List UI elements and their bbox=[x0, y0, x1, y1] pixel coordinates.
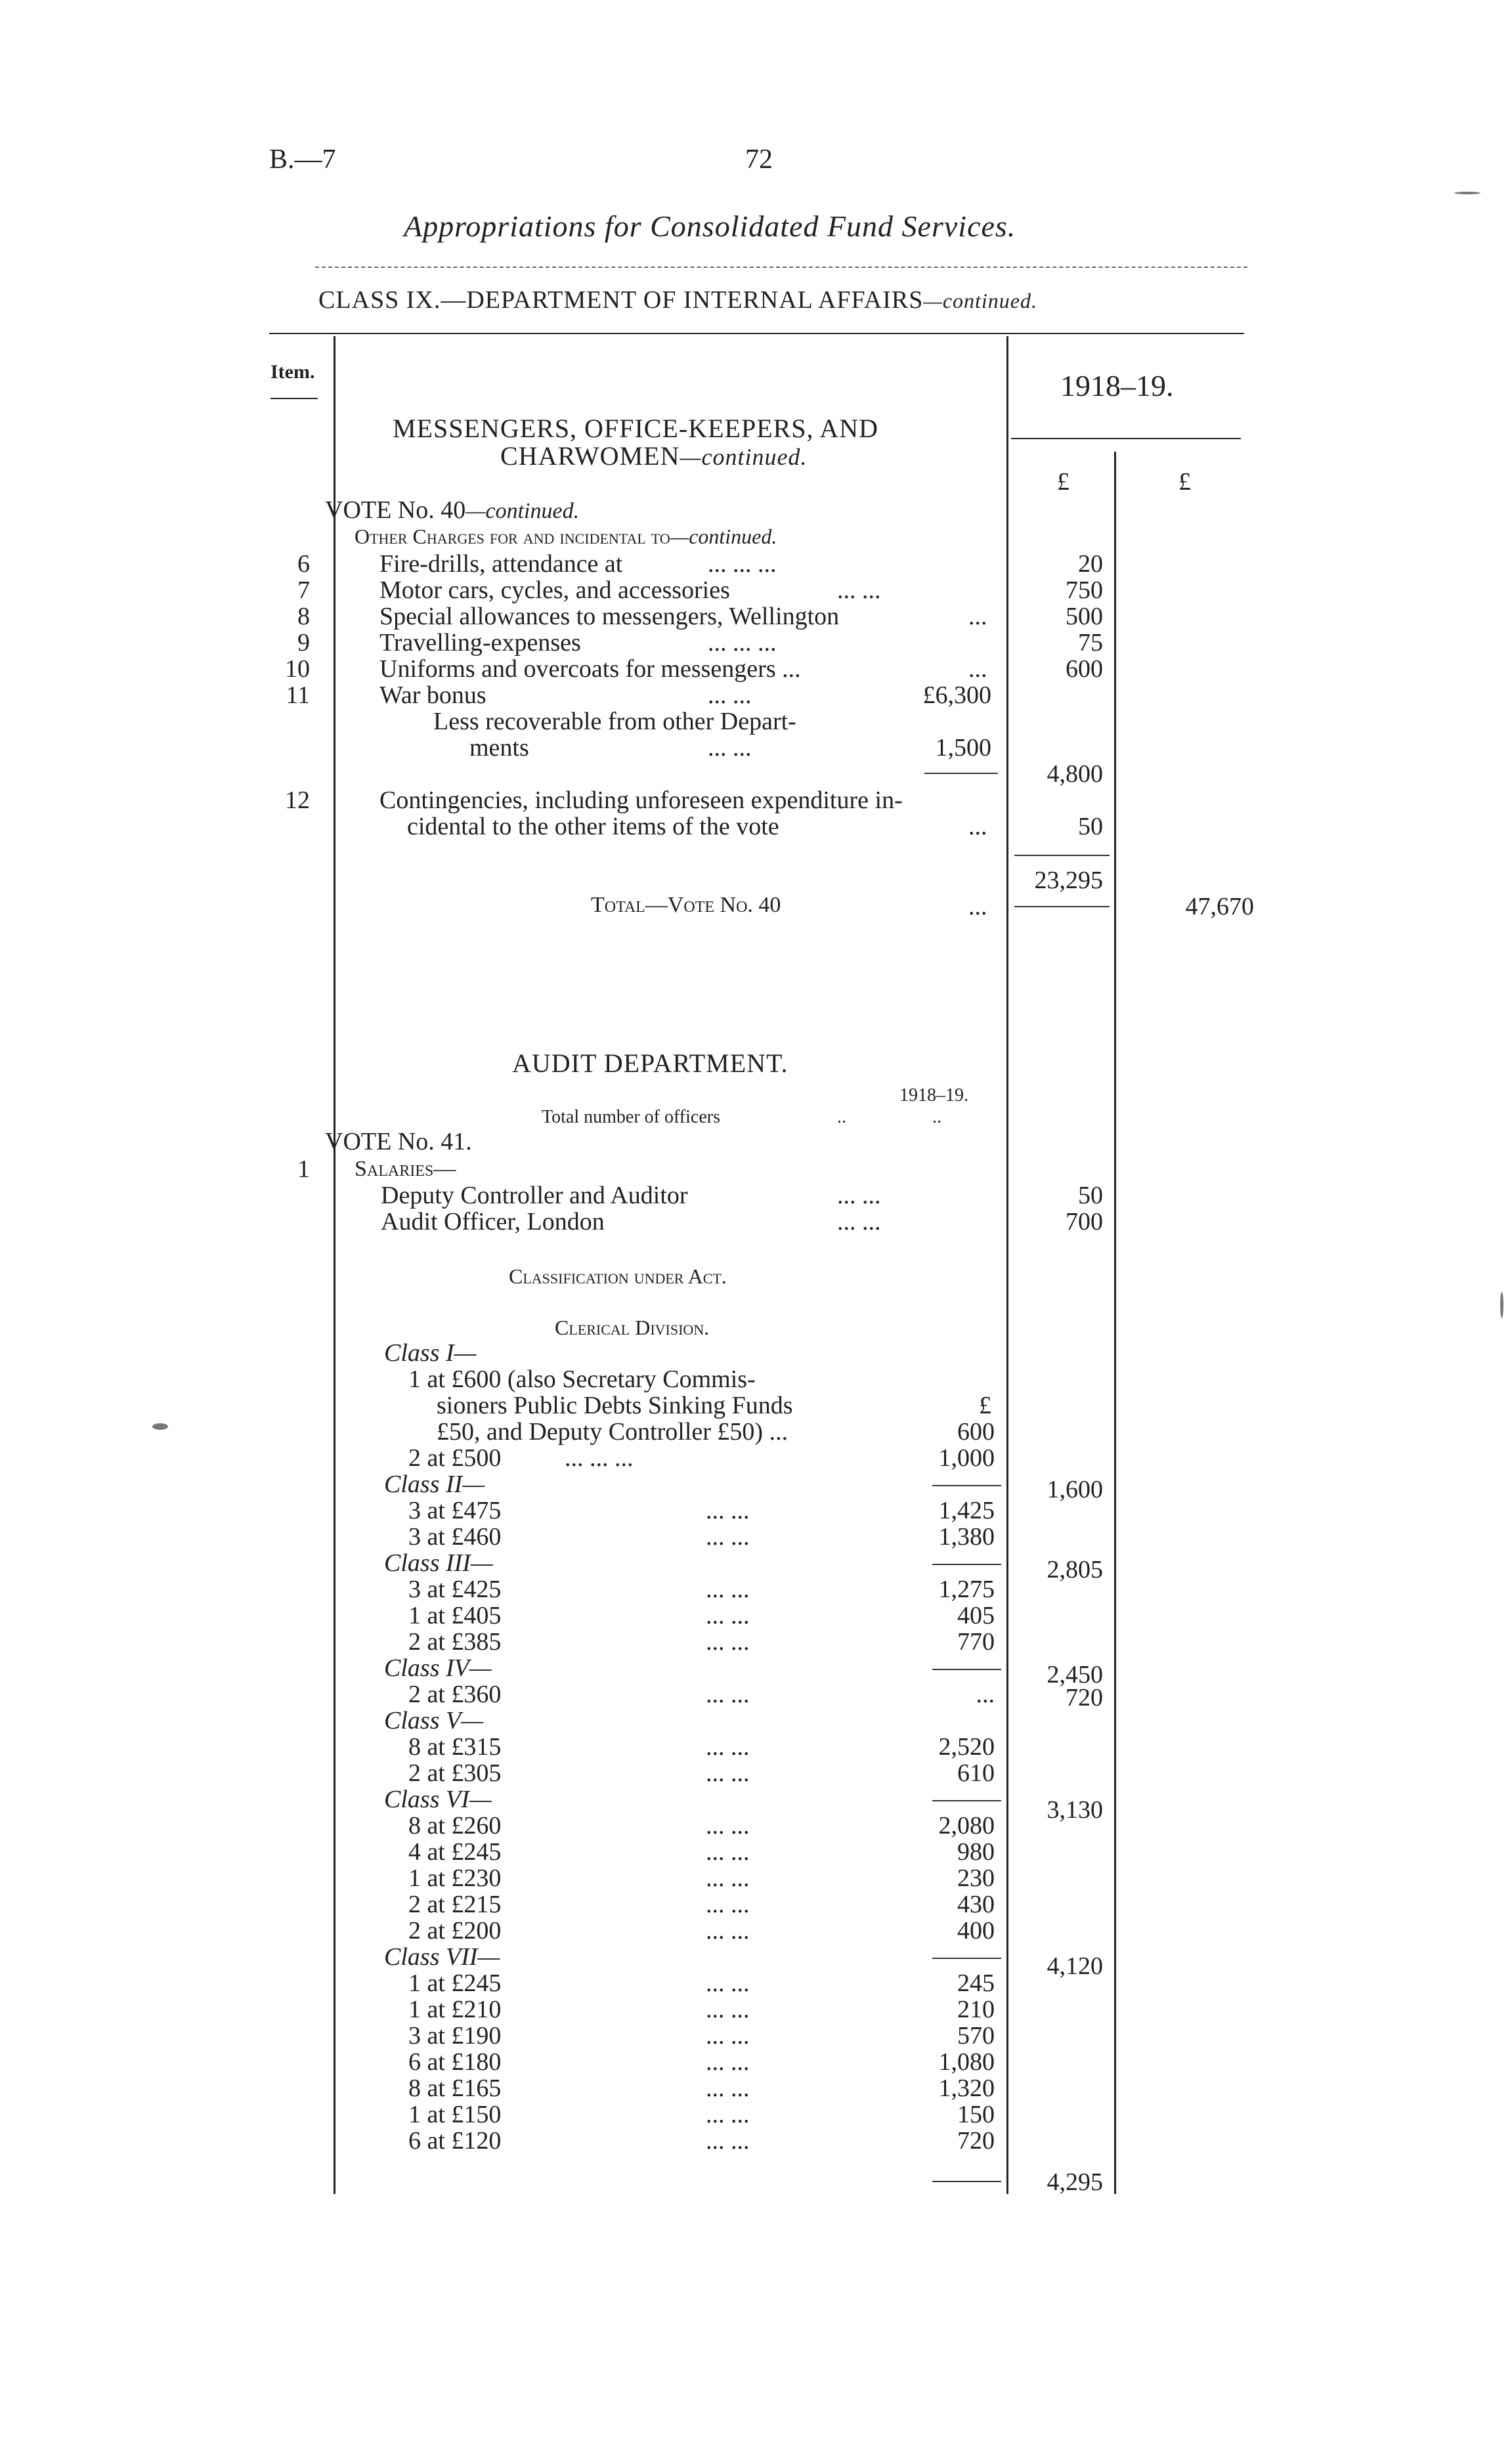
class-label: Class I— bbox=[384, 1339, 477, 1367]
item-number: 1 bbox=[297, 1155, 310, 1183]
vote-40-text: VOTE No. 40 bbox=[325, 496, 466, 524]
leader-dots: ... ... bbox=[706, 1759, 750, 1787]
class-row-amount: 2,520 bbox=[938, 1733, 995, 1761]
class-row-rate: 1 at £245 bbox=[408, 1969, 502, 1997]
subtotal-underline bbox=[1014, 906, 1110, 907]
vote-40-label bbox=[325, 498, 579, 523]
clerical-division-heading: Clerical Division. bbox=[555, 1316, 710, 1339]
class1-description-cont: sioners Public Debts Sinking Funds bbox=[437, 1392, 793, 1419]
leader-dots: ... ... bbox=[706, 2101, 750, 2128]
item-label: Motor cars, cycles, and accessories bbox=[379, 576, 730, 604]
class-row-rate: 8 at £260 bbox=[408, 1812, 502, 1839]
class-subtotal: 1,600 bbox=[1047, 1476, 1103, 1503]
item-number: 10 bbox=[285, 655, 310, 683]
class-subtotal: 2,805 bbox=[1047, 1556, 1103, 1583]
item-amount: 750 bbox=[1066, 576, 1103, 604]
class-row-amount: 1,275 bbox=[938, 1576, 995, 1603]
leader-dots: ... ... bbox=[706, 1523, 750, 1551]
class-row-amount: 1,080 bbox=[938, 2048, 995, 2076]
year-header-rule bbox=[1011, 438, 1241, 439]
war-bonus-rule bbox=[924, 773, 998, 774]
vote-40-continued: —continued. bbox=[465, 499, 580, 523]
class-label: Class III— bbox=[384, 1549, 493, 1577]
class-subtotal-rule bbox=[932, 1958, 1001, 1959]
leader-dots: ... ... bbox=[837, 1182, 881, 1209]
class-row-amount: 150 bbox=[957, 2101, 995, 2128]
less-recoverable-amount: 1,500 bbox=[935, 734, 991, 762]
class-row-rate: 8 at £315 bbox=[408, 1733, 502, 1761]
leader-dots: ... ... bbox=[706, 1812, 750, 1839]
vote-40-total: 47,670 bbox=[1185, 893, 1254, 920]
class-row-rate: 1 at £230 bbox=[408, 1864, 502, 1892]
leader-dots: .. bbox=[837, 1107, 846, 1127]
class1-description-cont: £50, and Deputy Controller £50) ... bbox=[437, 1418, 788, 1446]
class-heading bbox=[318, 288, 1037, 312]
messengers-heading-continued: —continued. bbox=[680, 444, 808, 470]
salary-amount: 50 bbox=[1078, 1182, 1103, 1209]
item-header-underline bbox=[270, 398, 318, 399]
leader-dots: ... ... bbox=[706, 1733, 750, 1761]
class-row-amount: 610 bbox=[957, 1759, 995, 1787]
leader-dots: ... ... bbox=[706, 1969, 750, 1997]
pound-sign-col2: £ bbox=[1178, 468, 1191, 496]
leader-dots: ... ... bbox=[706, 1602, 750, 1629]
class-row-amount: ... bbox=[976, 1681, 995, 1708]
vote-41-label: VOTE No. 41. bbox=[325, 1128, 472, 1155]
class-heading-text: CLASS IX.—DEPARTMENT OF INTERNAL AFFAIRS bbox=[318, 286, 924, 314]
item-number: 11 bbox=[286, 681, 310, 709]
class-subtotal-rule bbox=[932, 1800, 1001, 1801]
class-row-amount: 570 bbox=[957, 2022, 995, 2050]
leader-dots: ... ... bbox=[708, 681, 752, 709]
class-subtotal: 4,120 bbox=[1047, 1952, 1103, 1980]
salaries-heading: Salaries— bbox=[355, 1157, 456, 1181]
leader-dots: ... ... bbox=[706, 2127, 750, 2155]
class1-pound-sign: £ bbox=[979, 1392, 991, 1419]
class-row-rate: 3 at £190 bbox=[408, 2022, 502, 2050]
other-charges-heading bbox=[355, 526, 777, 547]
salary-label: Audit Officer, London bbox=[381, 1208, 605, 1236]
heading-rule bbox=[269, 333, 1244, 334]
amount-column-rule bbox=[1006, 336, 1008, 2194]
class-subtotal-rule bbox=[932, 2181, 1001, 2182]
war-bonus-net: 4,800 bbox=[1047, 760, 1103, 788]
leader-dots: ... ... bbox=[706, 1681, 750, 1708]
leader-dots: ... ... ... bbox=[708, 629, 777, 656]
other-charges-continued: —continued. bbox=[670, 525, 777, 548]
item-amount: 75 bbox=[1078, 629, 1103, 656]
class-row-amount: 600 bbox=[957, 1418, 995, 1446]
class-row-amount: 1,425 bbox=[938, 1497, 995, 1524]
class-subtotal-rule bbox=[932, 1564, 1001, 1565]
item-number: 12 bbox=[285, 786, 310, 814]
class-row-amount: 720 bbox=[957, 2127, 995, 2155]
class-row-amount: 210 bbox=[957, 1996, 995, 2023]
leader-dots: ... ... bbox=[706, 1838, 750, 1866]
leader-dots: ... ... bbox=[706, 1576, 750, 1603]
salary-amount: 700 bbox=[1066, 1208, 1103, 1236]
class-row-rate: 2 at £305 bbox=[408, 1759, 502, 1787]
class-row-rate: 3 at £475 bbox=[408, 1497, 502, 1524]
class-subtotal: 4,295 bbox=[1047, 2168, 1103, 2196]
leader-dots: ... ... bbox=[706, 1497, 750, 1524]
item-column-rule bbox=[334, 336, 335, 2194]
class-subtotal: 720 bbox=[1066, 1684, 1103, 1711]
war-bonus-label: War bonus bbox=[379, 681, 486, 709]
item-label: Special allowances to messengers, Wellington bbox=[379, 603, 840, 630]
class-row-amount: 1,320 bbox=[938, 2074, 995, 2102]
messengers-heading-line2 bbox=[500, 443, 807, 469]
class-row-amount: 2,080 bbox=[938, 1812, 995, 1839]
year-column-header: 1918–19. bbox=[1060, 369, 1174, 402]
class-row-rate: 6 at £120 bbox=[408, 2127, 502, 2155]
scan-mark bbox=[1500, 1292, 1503, 1318]
scan-mark bbox=[152, 1423, 168, 1430]
class1-description: 1 at £600 (also Secretary Commis- bbox=[408, 1365, 756, 1393]
class-row-rate: 8 at £165 bbox=[408, 2074, 502, 2102]
leader-dots: ... ... bbox=[706, 1864, 750, 1892]
class-label: Class VII— bbox=[384, 1943, 500, 1971]
leader-dots: ... ... bbox=[706, 2074, 750, 2102]
vote-40-subtotal: 23,295 bbox=[1034, 867, 1103, 894]
salary-label: Deputy Controller and Auditor bbox=[381, 1182, 688, 1209]
class-row-rate: 3 at £425 bbox=[408, 1576, 502, 1603]
war-bonus-gross: £6,300 bbox=[922, 681, 991, 709]
class-row-amount: 245 bbox=[957, 1969, 995, 1997]
class-subtotal-rule bbox=[932, 1485, 1001, 1486]
page-title: Appropriations for Consolidated Fund Services. bbox=[404, 209, 1016, 243]
class-label: Class VI— bbox=[384, 1786, 492, 1813]
class-subtotal: 2,450 bbox=[1047, 1661, 1103, 1688]
class-row-amount: 230 bbox=[957, 1864, 995, 1892]
contingencies-label-cont: cidental to the other items of the vote bbox=[407, 813, 779, 840]
class-subtotal-rule bbox=[932, 1669, 1001, 1670]
officers-label: Total number of officers bbox=[542, 1107, 720, 1127]
class-row-amount: 405 bbox=[957, 1602, 995, 1629]
leader-dots: ... bbox=[968, 893, 987, 920]
leader-dots: ... ... bbox=[706, 2022, 750, 2050]
class-label: Class II— bbox=[384, 1471, 485, 1498]
class-row-amount: 980 bbox=[957, 1838, 995, 1866]
item-number: 7 bbox=[297, 576, 310, 604]
audit-year-label: 1918–19. bbox=[899, 1085, 968, 1106]
less-recoverable-label: Less recoverable from other Depart- bbox=[433, 708, 796, 735]
item-column-header: Item. bbox=[270, 361, 315, 383]
class-label: Class V— bbox=[384, 1707, 483, 1734]
item-number: 9 bbox=[297, 629, 310, 656]
other-charges-text: Other Charges for and incidental to bbox=[355, 525, 670, 548]
class-subtotal: 3,130 bbox=[1047, 1796, 1103, 1824]
class-row-rate: 4 at £245 bbox=[408, 1838, 502, 1866]
class-row-rate: 1 at £405 bbox=[408, 1602, 502, 1629]
class-row-rate: 1 at £210 bbox=[408, 1996, 502, 2023]
leader-dots: ... ... bbox=[708, 734, 752, 762]
scan-mark bbox=[1454, 192, 1480, 194]
messengers-heading-text: CHARWOMEN bbox=[500, 441, 680, 471]
leader-dots: ... ... bbox=[706, 1996, 750, 2023]
item-label: Uniforms and overcoats for messengers ... bbox=[379, 655, 801, 683]
item-label: Travelling-expenses bbox=[379, 629, 581, 656]
document-code: B.—7 bbox=[269, 144, 336, 175]
class-heading-continued: —continued. bbox=[923, 289, 1037, 312]
classification-heading: Classification under Act. bbox=[509, 1264, 727, 1288]
contingencies-amount: 50 bbox=[1078, 813, 1103, 840]
leader-dots: ... ... ... bbox=[565, 1444, 634, 1472]
contingencies-label: Contingencies, including unforeseen expenditure in- bbox=[379, 786, 903, 814]
class-row-rate: 2 at £385 bbox=[408, 1628, 502, 1656]
class-row-amount: 1,380 bbox=[938, 1523, 995, 1551]
class-row-rate: 1 at £150 bbox=[408, 2101, 502, 2128]
class-row-amount: 770 bbox=[957, 1628, 995, 1656]
leader-dots: ... ... bbox=[706, 1891, 750, 1918]
class-row-rate: 6 at £180 bbox=[408, 2048, 502, 2076]
item-number: 8 bbox=[297, 603, 310, 630]
audit-heading: AUDIT DEPARTMENT. bbox=[512, 1048, 788, 1078]
leader-dots: ... bbox=[968, 603, 987, 630]
leader-dots: ... bbox=[968, 655, 987, 683]
leader-dots: ... ... bbox=[706, 1628, 750, 1656]
vote-40-total-label: Total—Vote No. 40 bbox=[591, 893, 781, 917]
subtotal-column-rule bbox=[1114, 452, 1116, 2194]
leader-dots: ... ... bbox=[706, 1917, 750, 1945]
item-label: Fire-drills, attendance at bbox=[379, 550, 623, 578]
class-row-rate: 2 at £500 bbox=[408, 1444, 502, 1472]
item-number: 6 bbox=[297, 550, 310, 578]
item-amount: 20 bbox=[1078, 550, 1103, 578]
class-row-amount: 430 bbox=[957, 1891, 995, 1918]
leader-dots: ... ... bbox=[837, 576, 881, 604]
leader-dots: ... ... bbox=[706, 2048, 750, 2076]
class-row-rate: 2 at £215 bbox=[408, 1891, 502, 1918]
class-row-amount: 1,000 bbox=[938, 1444, 995, 1472]
item-amount: 500 bbox=[1066, 603, 1103, 630]
messengers-heading: MESSENGERS, OFFICE-KEEPERS, AND bbox=[393, 414, 879, 443]
pound-sign-col1: £ bbox=[1057, 468, 1069, 496]
item-amount: 600 bbox=[1066, 655, 1103, 683]
leader-dots: ... ... ... bbox=[708, 550, 777, 578]
class-label: Class IV— bbox=[384, 1654, 492, 1682]
subtotal-rule bbox=[1014, 855, 1110, 856]
class-row-rate: 2 at £200 bbox=[408, 1917, 502, 1945]
page-number: 72 bbox=[745, 144, 773, 175]
class-row-rate: 3 at £460 bbox=[408, 1523, 502, 1551]
leader-dots: ... ... bbox=[837, 1208, 881, 1236]
officers-value: .. bbox=[932, 1107, 941, 1127]
leader-dots: ... bbox=[968, 813, 987, 840]
class-row-rate: 2 at £360 bbox=[408, 1681, 502, 1708]
less-recoverable-label-cont: ments bbox=[469, 734, 529, 762]
title-divider bbox=[315, 267, 1247, 268]
class-row-amount: 400 bbox=[957, 1917, 995, 1945]
